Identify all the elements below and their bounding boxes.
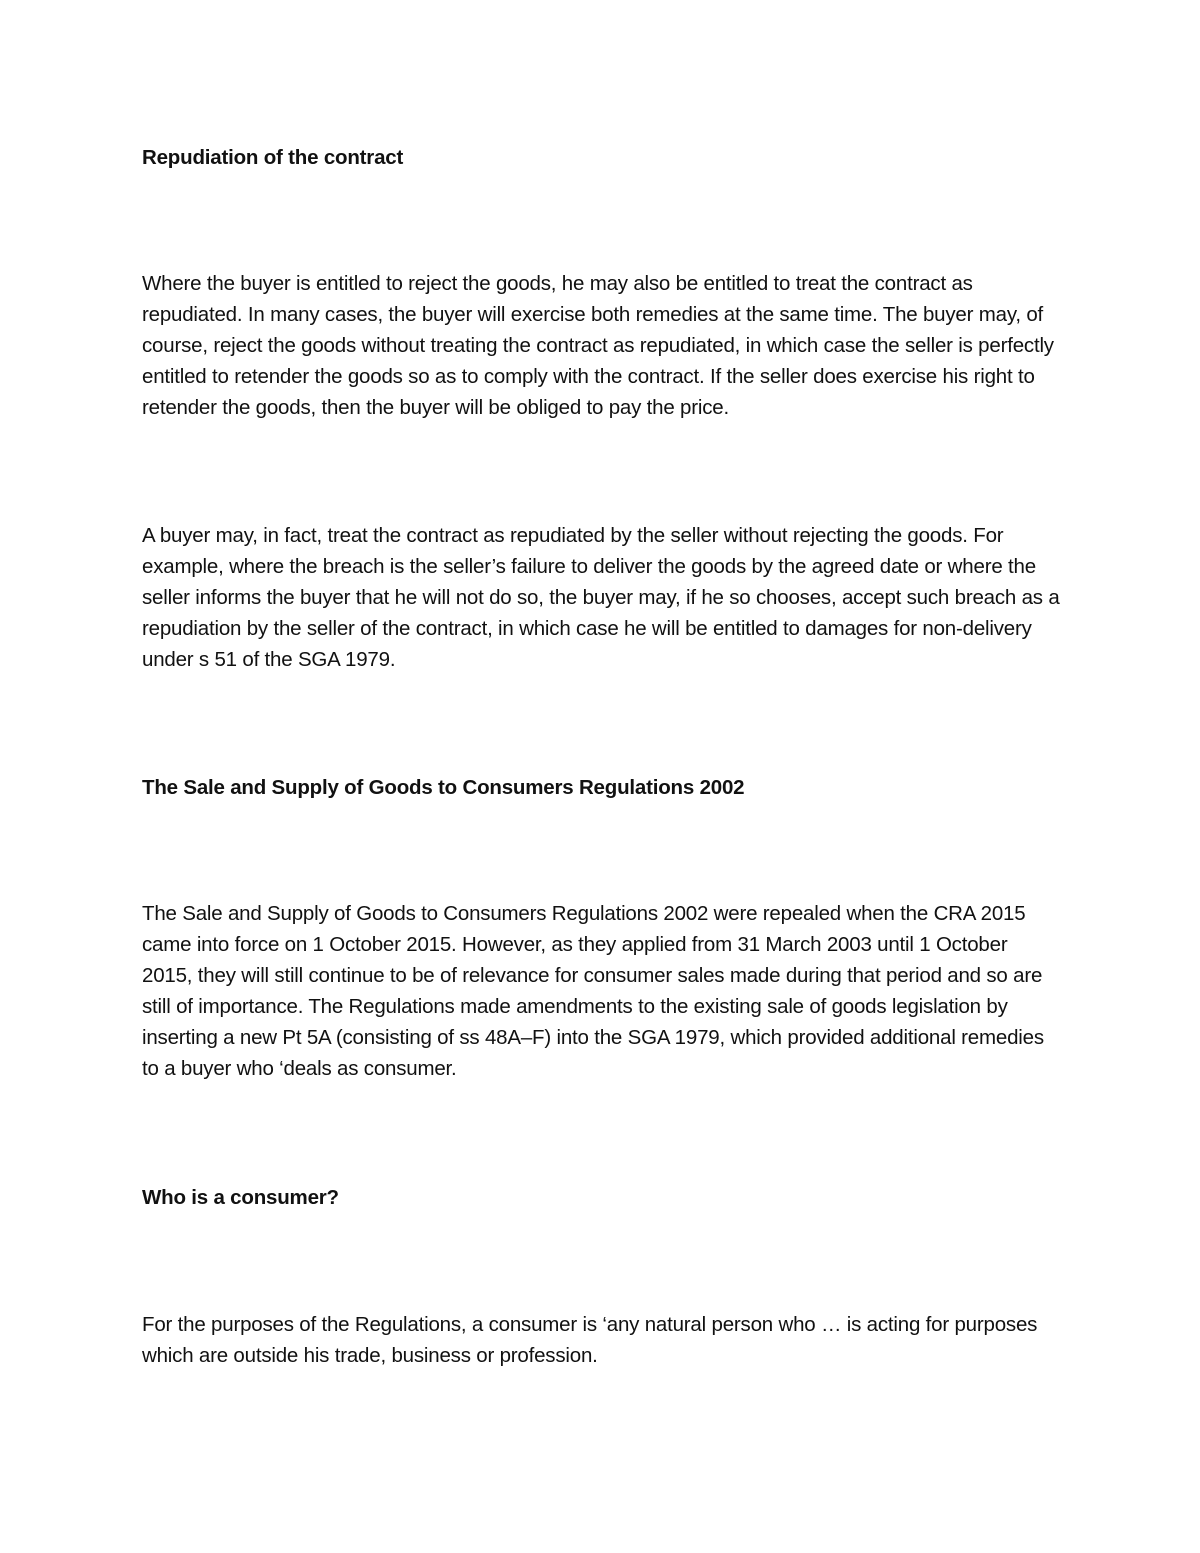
section-heading-regulations-2002: The Sale and Supply of Goods to Consumers Regulations 2002 (142, 776, 745, 799)
paragraph-regulations-1: The Sale and Supply of Goods to Consumers Regulations 2002 were repealed when the CRA 2015 came into force on 1 October 2015. However, as they applied from 31 March 2003 until 1 October 2015, they will still continue to be of relevance for consumer sales made during that period and so are still of importance. The Regulations made amendments to the existing sale of goods legislation by inserting a new Pt 5A (consisting of ss 48A–F) into the SGA 1979, which provided additional remedies to a buyer who ‘deals as consumer. (142, 902, 1044, 1080)
paragraph-consumer-definition: For the purposes of the Regulations, a consumer is ‘any natural person who … is acting for purposes which are outside his trade, business or profession. (142, 1313, 1038, 1367)
paragraph-repudiation-1: Where the buyer is entitled to reject the goods, he may also be entitled to treat the contract as repudiated. In many cases, the buyer will exercise both remedies at the same time. The buyer may, of course, reject the goods without treating the contract as repudiated, in which case the seller is perfectly entitled to retender the goods so as to comply with the contract. If the seller does exercise his right to retender the goods, then the buyer will be obliged to pay the price. (142, 272, 1054, 419)
section-heading-repudiation: Repudiation of the contract (142, 146, 404, 169)
paragraph-repudiation-2: A buyer may, in fact, treat the contract as repudiated by the seller without rejecting the goods. For example, where the breach is the seller’s failure to deliver the goods by the agreed date or where the seller informs the buyer that he will not do so, the buyer may, if he so chooses, accept such breach as a repudiation by the seller of the contract, in which case he will be entitled to damages for non-delivery under s 51 of the SGA 1979. (142, 524, 1060, 671)
section-heading-who-is-consumer: Who is a consumer? (142, 1186, 339, 1209)
